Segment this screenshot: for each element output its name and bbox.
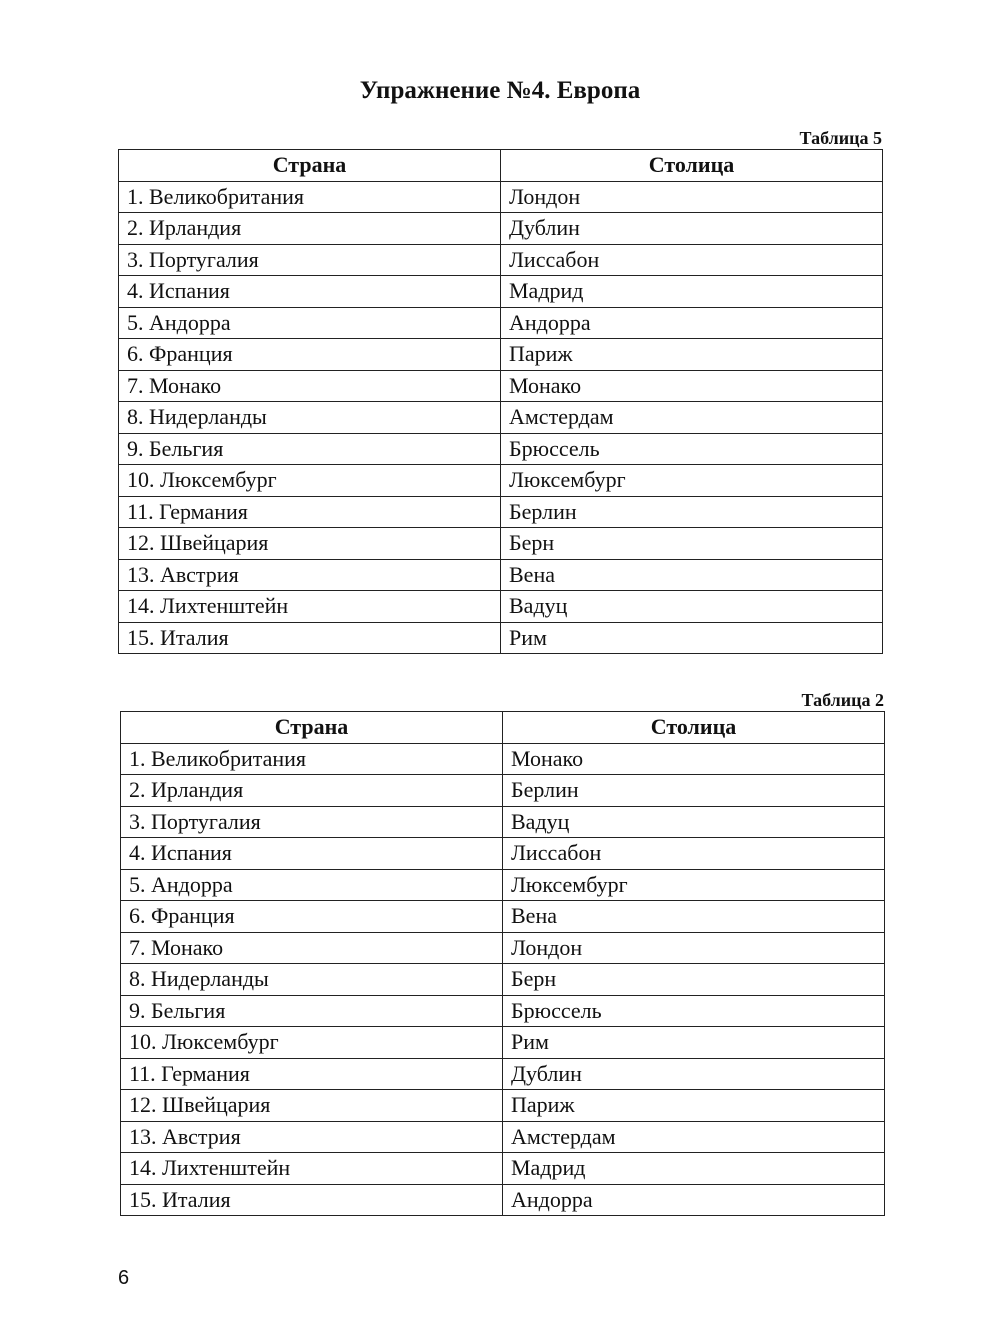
- capital-cell: Париж: [501, 339, 883, 371]
- column-header-country: Страна: [121, 712, 503, 744]
- capital-cell: Берлин: [501, 496, 883, 528]
- table-row: [121, 838, 885, 870]
- country-cell: 5. Андорра: [121, 869, 503, 901]
- country-cell: 12. Швейцария: [119, 528, 501, 560]
- country-cell: 8. Нидерланды: [121, 964, 503, 996]
- capital-cell: Лиссабон: [501, 244, 883, 276]
- table-row: [121, 1090, 885, 1122]
- country-cell: 4. Испания: [119, 276, 501, 308]
- table-row: [119, 528, 883, 560]
- country-cell: 9. Бельгия: [119, 433, 501, 465]
- capital-cell: Монако: [503, 743, 885, 775]
- capital-cell: Вена: [501, 559, 883, 591]
- capital-cell: Мадрид: [503, 1153, 885, 1185]
- country-cell: 8. Нидерланды: [119, 402, 501, 434]
- capital-cell: Берн: [501, 528, 883, 560]
- capital-cell: Рим: [503, 1027, 885, 1059]
- capital-cell: Амстердам: [503, 1121, 885, 1153]
- country-cell: 7. Монако: [121, 932, 503, 964]
- capital-cell: Дублин: [503, 1058, 885, 1090]
- table-row: [121, 964, 885, 996]
- country-cell: 14. Лихтенштейн: [121, 1153, 503, 1185]
- capital-cell: Люксембург: [503, 869, 885, 901]
- table-2-caption: Таблица 2: [801, 690, 884, 710]
- table-row: [121, 869, 885, 901]
- country-cell: 2. Ирландия: [119, 213, 501, 245]
- table-row: [121, 1121, 885, 1153]
- country-cell: 13. Австрия: [121, 1121, 503, 1153]
- table-row: [119, 465, 883, 497]
- country-cell: 11. Германия: [121, 1058, 503, 1090]
- table-row: [119, 496, 883, 528]
- capital-cell: Вадуц: [501, 591, 883, 623]
- capital-cell: Люксембург: [501, 465, 883, 497]
- country-cell: 15. Италия: [119, 622, 501, 654]
- table-row: [121, 932, 885, 964]
- table-row: [119, 339, 883, 371]
- capital-cell: Амстердам: [501, 402, 883, 434]
- countries-capitals-table-1: [118, 149, 883, 654]
- country-cell: 10. Люксембург: [119, 465, 501, 497]
- capital-cell: Берлин: [503, 775, 885, 807]
- capital-cell: Вена: [503, 901, 885, 933]
- countries-capitals-table-2: [120, 711, 885, 1216]
- country-cell: 14. Лихтенштейн: [119, 591, 501, 623]
- capital-cell: Андорра: [503, 1184, 885, 1216]
- capital-cell: Андорра: [501, 307, 883, 339]
- table-header-row: [121, 712, 885, 744]
- country-cell: 6. Франция: [119, 339, 501, 371]
- country-cell: 12. Швейцария: [121, 1090, 503, 1122]
- table-row: [119, 276, 883, 308]
- column-header-country: Страна: [119, 150, 501, 182]
- table-row: [121, 775, 885, 807]
- table-row: [121, 1184, 885, 1216]
- country-cell: 13. Австрия: [119, 559, 501, 591]
- table-row: [119, 559, 883, 591]
- page-title: Упражнение №4. Европа: [359, 77, 641, 104]
- table-1-caption: Таблица 5: [799, 128, 882, 148]
- table-row: [119, 370, 883, 402]
- table-row: [119, 181, 883, 213]
- table-row: [119, 433, 883, 465]
- table-row: [121, 1058, 885, 1090]
- capital-cell: Брюссель: [501, 433, 883, 465]
- capital-cell: Брюссель: [503, 995, 885, 1027]
- table-row: [121, 743, 885, 775]
- country-cell: 2. Ирландия: [121, 775, 503, 807]
- country-cell: 1. Великобритания: [121, 743, 503, 775]
- table-header-row: [119, 150, 883, 182]
- capital-cell: Вадуц: [503, 806, 885, 838]
- capital-cell: Мадрид: [501, 276, 883, 308]
- country-cell: 15. Италия: [121, 1184, 503, 1216]
- table-row: [121, 995, 885, 1027]
- table-row: [119, 213, 883, 245]
- table-row: [119, 244, 883, 276]
- country-cell: 6. Франция: [121, 901, 503, 933]
- table-row: [119, 307, 883, 339]
- capital-cell: Рим: [501, 622, 883, 654]
- capital-cell: Дублин: [501, 213, 883, 245]
- country-cell: 9. Бельгия: [121, 995, 503, 1027]
- capital-cell: Лондон: [501, 181, 883, 213]
- country-cell: 11. Германия: [119, 496, 501, 528]
- column-header-capital: Столица: [503, 712, 885, 744]
- country-cell: 3. Португалия: [119, 244, 501, 276]
- capital-cell: Берн: [503, 964, 885, 996]
- table-row: [121, 901, 885, 933]
- page-number: 6: [118, 1267, 130, 1289]
- table-row: [121, 806, 885, 838]
- country-cell: 3. Португалия: [121, 806, 503, 838]
- country-cell: 1. Великобритания: [119, 181, 501, 213]
- country-cell: 10. Люксембург: [121, 1027, 503, 1059]
- table-row: [119, 402, 883, 434]
- table-row: [119, 591, 883, 623]
- capital-cell: Париж: [503, 1090, 885, 1122]
- country-cell: 7. Монако: [119, 370, 501, 402]
- country-cell: 5. Андорра: [119, 307, 501, 339]
- column-header-capital: Столица: [501, 150, 883, 182]
- capital-cell: Лондон: [503, 932, 885, 964]
- table-row: [121, 1027, 885, 1059]
- table-row: [119, 622, 883, 654]
- capital-cell: Монако: [501, 370, 883, 402]
- country-cell: 4. Испания: [121, 838, 503, 870]
- capital-cell: Лиссабон: [503, 838, 885, 870]
- table-row: [121, 1153, 885, 1185]
